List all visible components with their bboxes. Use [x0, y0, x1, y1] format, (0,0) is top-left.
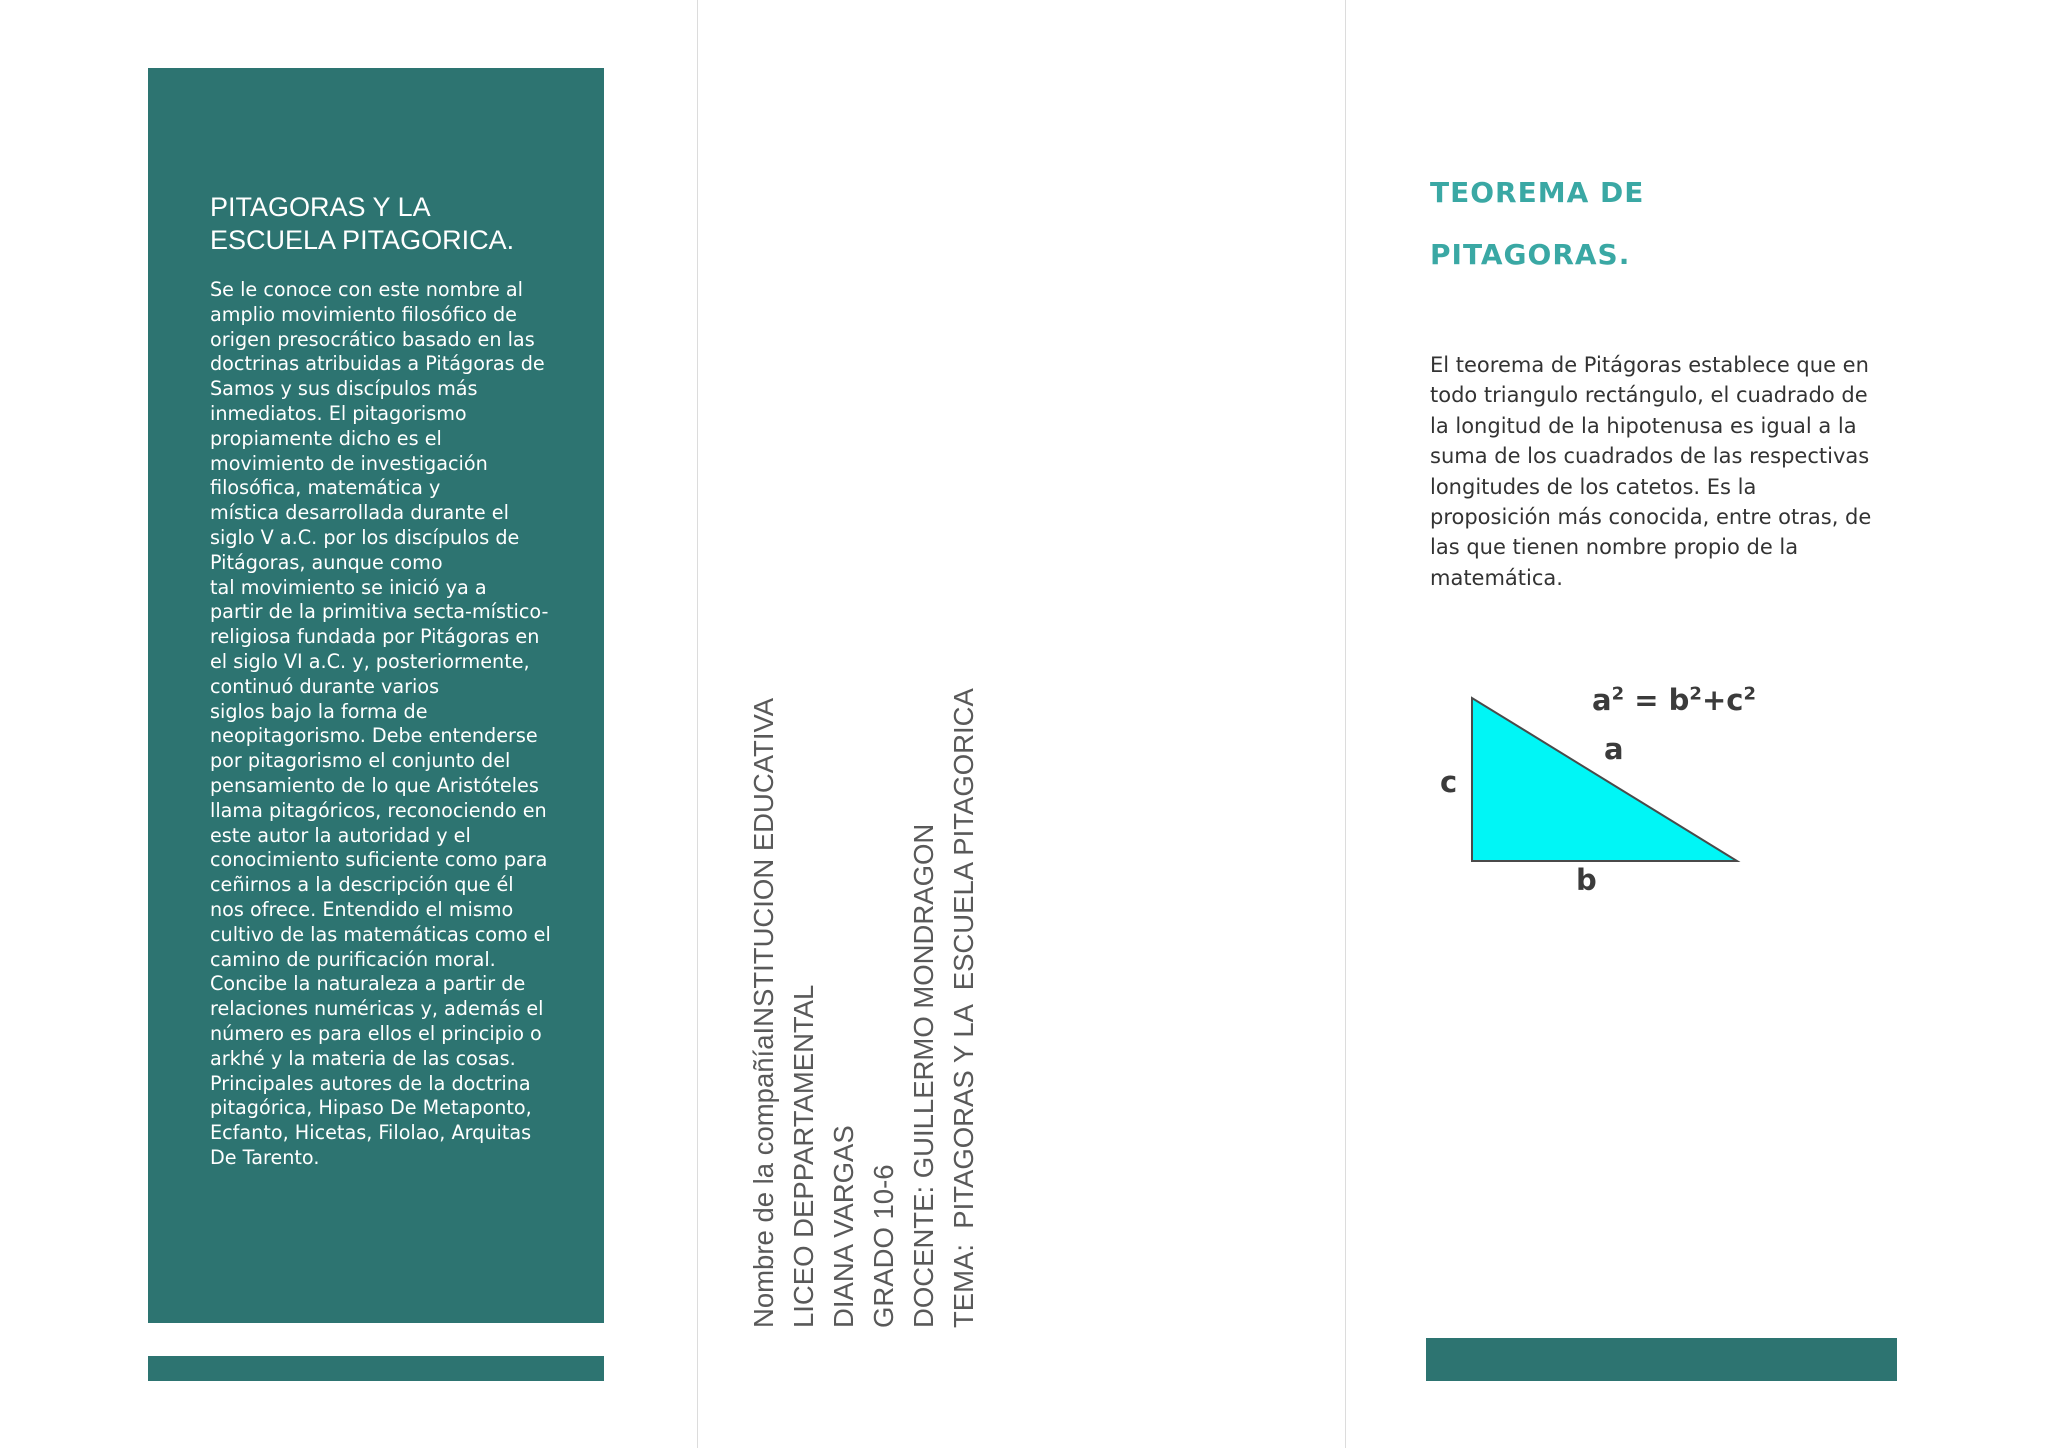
left-footer-bar	[148, 1356, 604, 1381]
triangle-shape	[1472, 698, 1737, 861]
formula-exp-c: 2	[1743, 683, 1756, 705]
right-panel-body: El teorema de Pitágoras establece que en todo triangulo rectángulo, el cuadrado de la longitud de la hipotenusa es igual a la suma de los cuadrados de las respectivas longitudes de los catetos. Es la proposición más conocida, entre otras, de las que tienen nombre propio de la matemática.	[1430, 353, 1872, 590]
cover-line-teacher: DOCENTE: GUILLERMO MONDRAGON	[908, 823, 939, 1328]
left-panel-heading: PITAGORAS Y LA ESCUELA PITAGORICA.	[210, 192, 515, 255]
formula-exp-b: 2	[1689, 683, 1702, 705]
fold-line-left	[697, 0, 698, 1448]
cover-line-topic: TEMA: PITAGORAS Y LA ESCUELA PITAGORICA	[948, 688, 979, 1328]
cover-line-student: DIANA VARGAS	[828, 1125, 859, 1328]
side-b-label: b	[1576, 863, 1597, 897]
formula-exp-a: 2	[1611, 683, 1625, 705]
pythagoras-formula	[1592, 683, 1756, 717]
left-panel	[148, 68, 604, 1323]
formula-a: a	[1592, 683, 1612, 717]
cover-line-school: LICEO DEPPARTAMENTAL	[788, 984, 819, 1328]
pythagoras-diagram	[1420, 665, 1780, 910]
left-panel-body: Se le conoce con este nombre al amplio movimiento filosófico de origen presocrático basado en las doctrinas atribuidas a Pitágoras de Samos y sus discípulos más inmediatos. El pitagorismo propiamente dicho es el movimiento de investigación filosófica, matemática y mística desarrollada durante el siglo V a.C. por los discípulos de Pitágoras, aunque como tal movimiento se inició ya a partir de la primitiva secta-místico- religiosa fundada por Pitágoras en el siglo VI a.C. y, posteriormente, continuó durante varios siglos bajo la forma de neopitagorismo. Debe entenderse por pitagorismo el conjunto del pensamiento de lo que Aristóteles llama pitagóricos, reconociendo en este autor la autoridad y el conocimiento suficiente como para ceñirnos a la descripción que él nos ofrece. Entendido el mismo cultivo de las matemáticas como el camino de purificación moral. Concibe la naturaleza a partir de relaciones numéricas y, además el número es para ellos el principio o arkhé y la materia de las cosas. Principales autores de la doctrina pitagórica, Hipaso De Metaponto, Ecfanto, Hicetas, Filolao, Arquitas De Tarento.	[210, 278, 551, 1169]
cover-line-institution: Nombre de la compañíaINSTITUCION EDUCATIVA	[748, 697, 779, 1328]
fold-line-right	[1345, 0, 1346, 1448]
side-c-label: c	[1440, 765, 1458, 799]
formula-c: c	[1726, 683, 1744, 717]
formula-equals: =	[1634, 683, 1659, 717]
right-panel-title: TEOREMA DE PITAGORAS.	[1430, 176, 1645, 271]
formula-plus: +	[1701, 683, 1727, 717]
hypotenuse-label: a	[1604, 732, 1624, 766]
cover-info-block	[744, 628, 1024, 1328]
cover-line-grade: GRADO 10-6	[868, 1164, 899, 1328]
right-footer-bar	[1426, 1338, 1897, 1381]
formula-b: b	[1668, 683, 1690, 717]
